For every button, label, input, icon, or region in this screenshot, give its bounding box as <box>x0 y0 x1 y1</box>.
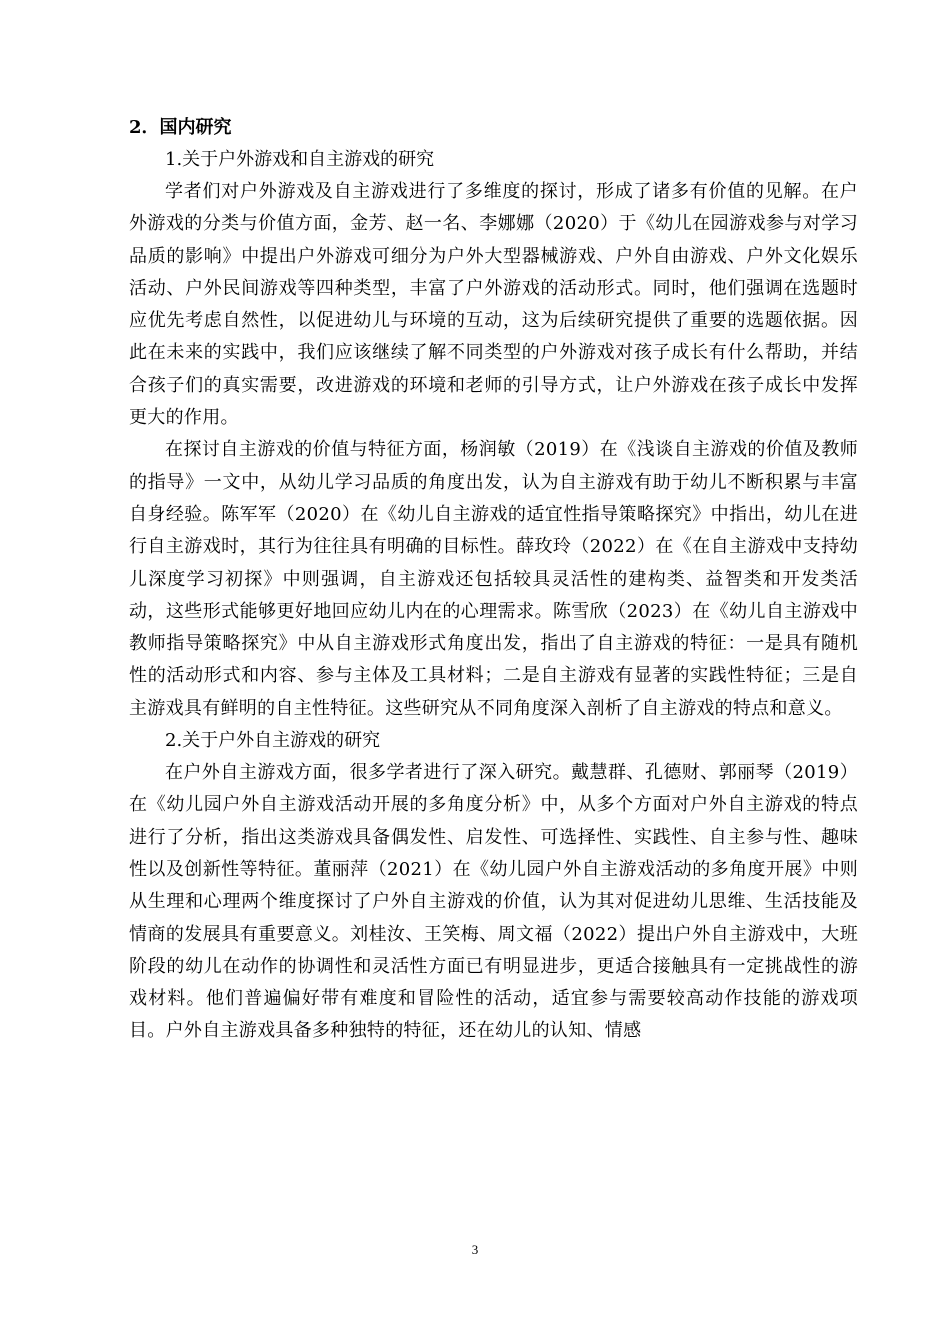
paragraph-3: 在户外自主游戏方面，很多学者进行了深入研究。戴慧群、孔德财、郭丽琴（2019）在《幼儿园户外自主游戏活动开展的多角度分析》中，从多个方面对户外自主游戏的特点进行了分析，指出这类游戏具备偶发性、启发性、可选择性、实践性、自主参与性、趣味性以及创新性等特征。董丽萍（2021）在《幼儿园户外自主游戏活动的多角度开展》中则从生理和心理两个维度探讨了户外自主游戏的价值，认为其对促进幼儿思维、生活技能及情商的发展具有重要意义。刘桂汝、王笑梅、周文福（2022）提出户外自主游戏中，大班阶段的幼儿在动作的协调性和灵活性方面已有明显进步，更适合接触具有一定挑战性的游戏材料。他们普遍偏好带有难度和冒险性的活动，适宜参与需要较高动作技能的游戏项目。户外自主游戏具备多种独特的特征，还在幼儿的认知、情感 <box>129 762 858 1042</box>
paragraph-1: 学者们对户外游戏及自主游戏进行了多维度的探讨，形成了诸多有价值的见解。在户外游戏的分类与价值方面，金芳、赵一名、李娜娜（2020）于《幼儿在园游戏参与对学习品质的影响》中提出户外游戏可细分为户外大型器械游戏、户外自由游戏、户外文化娱乐活动、户外民间游戏等四种类型，丰富了户外游戏的活动形式。同时，他们强调在选题时应优先考虑自然性，以促进幼儿与环境的互动，这为后续研究提供了重要的选题依据。因此在未来的实践中，我们应该继续了解不同类型的户外游戏对孩子成长有什么帮助，并结合孩子们的真实需要，改进游戏的环境和老师的引导方式，让户外游戏在孩子成长中发挥更大的作用。 <box>129 181 858 429</box>
document-body <box>129 112 858 1048</box>
subsection-title-2: 2.关于户外自主游戏的研究 <box>165 730 381 752</box>
section-heading: 2．国内研究 <box>129 117 232 138</box>
paragraph-2: 在探讨自主游戏的价值与特征方面，杨润敏（2019）在《浅谈自主游戏的价值及教师的指导》一文中，从幼儿学习品质的角度出发，认为自主游戏有助于幼儿不断积累与丰富自身经验。陈军军（2020）在《幼儿自主游戏的适宜性指导策略探究》中指出，幼儿在进行自主游戏时，其行为往往具有明确的目标性。薛玫玲（2022）在《在自主游戏中支持幼儿深度学习初探》中则强调，自主游戏还包括较具灵活性的建构类、益智类和开发类活动，这些形式能够更好地回应幼儿内在的心理需求。陈雪欣（2023）在《幼儿自主游戏中教师指导策略探究》中从自主游戏形式角度出发，指出了自主游戏的特征：一是具有随机性的活动形式和内容、参与主体及工具材料；二是自主游戏有显著的实践性特征；三是自主游戏具有鲜明的自主性特征。这些研究从不同角度深入剖析了自主游戏的特点和意义。 <box>129 439 858 719</box>
subsection-title-1: 1.关于户外游戏和自主游戏的研究 <box>165 149 435 170</box>
page-number: 3 <box>471 1242 479 1257</box>
